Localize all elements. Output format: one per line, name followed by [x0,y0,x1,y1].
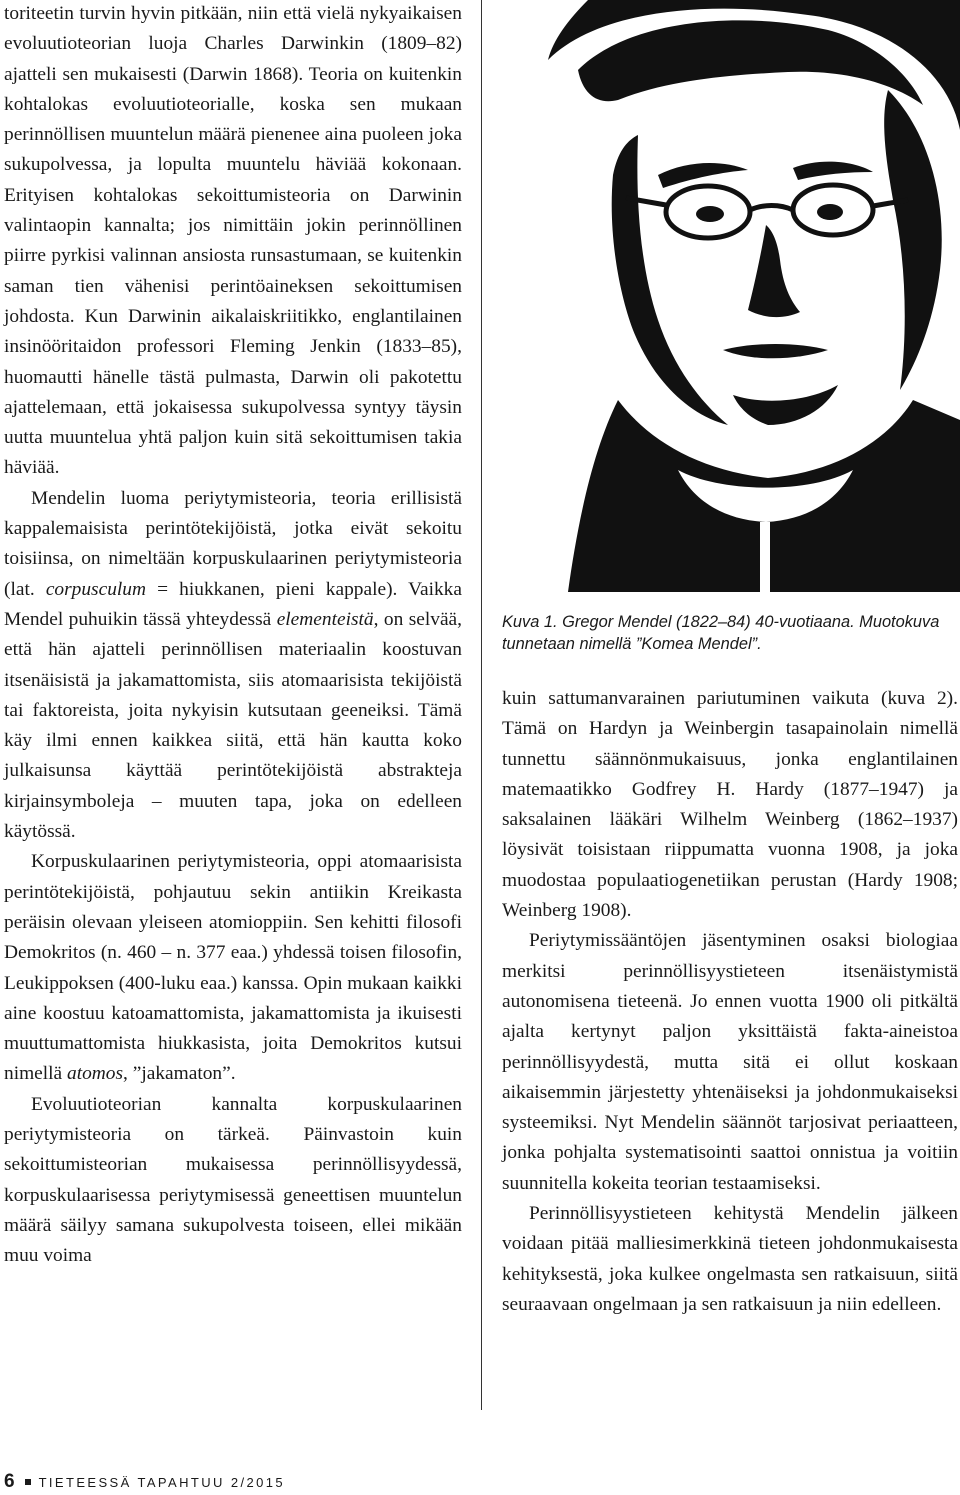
paragraph [4,1090,462,1272]
paragraph [502,1199,958,1320]
column-divider [481,0,482,1410]
paragraph [502,926,958,1199]
paragraph [4,0,462,484]
figure-caption: Kuva 1. Gregor Mendel (1822–84) 40-vuotiaana. Muotokuva tunnetaan nimellä ”Komea Mendel”. [502,613,940,653]
text-run: = hiukkanen, pieni kappale). Vaikka Mendel puhuikin tässä yhteydessä [4,578,462,630]
text-run: kuin sattumanvarainen pariutuminen vaikuta (kuva 2). Tämä on Hardyn ja Weinbergin tasapainolain nimellä tunnettu säännönmukaisuus, jonka englantilainen matemaatikko Godfrey H. Hardy (1877–1947) ja saksalainen lääkäri Wilhelm Weinberg (1862–1937) löysivät toisistaan riippumatta vuonna 1908, ja joka muodostaa populaatiogenetiikan perustan (Hardy 1908; Weinberg 1908). [502,688,958,922]
paragraph [4,847,462,1089]
square-bullet-icon [25,1479,31,1485]
text-run: toriteetin turvin hyvin pitkään, niin että vielä nykyaikaisen evoluutioteorian luoja Charles Darwinkin (1809–82) ajatteli sen mukaisesti (Darwin 1868). Teoria on kuitenkin kohtalokas evoluutioteorialle, koska sen mukaan perinnöllisen muuntelun määrä pienenee aina puoleen joka sukupolvessa, ja lopulta muuntelu häviää kokonaan. Erityisen kohtalokas sekoittumisteoria on Darwinin valintaopin kannalta; jos nimittäin jokin perinnöllinen piirre pyrkisi valinnan ansiosta runsastumaan, se kuitenkin saman tien vähenisi perintöaineksen sekoittumisen johdosta. Kun Darwinin aikalaiskriitikko, englantilainen insinööritaidon professori Fleming Jenkin (1833–85), huomautti hänelle tästä pulmasta, Darwin oli pakotettu ajattelemaan, että jokaisessa sukupolvessa syntyy täysin uutta muuntelua yhtä paljon kuin sitä sekoittumisen takia häviää. [4,3,462,479]
text-run: , ”jakamaton”. [123,1063,236,1085]
text-run: Korpuskulaarinen periytymisteoria, oppi atomaarisista perintötekijöistä, pohjautuu sekin antiikin Kreikasta peräisin olevaan yleiseen atomioppiin. Sen kehitti filosofi Demokritos (n. 460 – n. 377 eaa.) yhdessä toisen filosofin, Leukippoksen (400-luku eaa.) kanssa. Opin mukaan kaikki aine koostuu katoamattomista, jakamattomista ja ikuisesti muuttumattomista hiukkasista, joita Demokritos kutsui nimellä [4,851,462,1085]
text-run: , on selvää, että hän ajatteli perinnöllisen materiaalin koostuvan itsenäisistä ja jakamattomista, siis atomaarisista tekijöistä tai faktoreista, joita nykyisin kutsutaan geeneiksi. Tämä käy ilmi ennen kaikkea siitä, että hän kautta koko julkaisunsa käyttää perintötekijöistä abstrakteja kirjainsymboleja – muuten tapa, joka on edelleen käytössä. [4,608,463,843]
mendel-portrait-image [508,0,960,592]
page-footer [4,1469,285,1495]
paragraph [502,684,958,926]
left-text-column [4,0,462,1271]
text-run: Perinnöllisyystieteen kehitystä Mendelin jälkeen voidaan pitää malliesimerkkinä tieteen johdonmukaisesta kehityksestä, joka kulkee ongelmasta sen ratkaisuun, siitä seuraavaan ongelmaan ja sen ratkaisuun ja niin edelleen. [502,1203,958,1315]
journal-title: TIETEESSÄ TAPAHTUU 2/2015 [38,1474,285,1490]
text-run: Mendelin luoma periytymisteoria, teoria erillisistä kappalemaisista perintötekijöistä, jotka eivät sekoitu toisiinsa, on nimeltään korpuskulaarinen periytymisteoria (lat. [4,487,462,600]
page-number: 6 [4,1471,15,1492]
text-run: Evoluutioteorian kannalta korpuskulaarinen periytymisteoria on tärkeä. Päinvastoin kuin sekoittumisteorian mukaisessa perinnöllisyydessä, korpuskulaarisessa periytymisessä geneettisen muuntelun määrä säilyy samana sukupolvesta toiseen, ellei mikään muu voima [4,1093,462,1267]
italic-term: elementeistä [276,608,374,630]
text-run: Periytymissääntöjen jäsentyminen osaksi biologiaa merkitsi perinnöllisyystieteen itsenäistymistä autonomisena tieteenä. Jo ennen vuotta 1900 oli pitkältä ajalta kertynyt paljon yksittäistä fakta-aineistoa perinnöllisyydestä, mutta sitä ei ollut koskaan aikaisemmin järjestetty yhtenäiseksi ja johdonmukaiseksi systeemiksi. Nyt Mendelin säännöt tarjosivat periaatteen, jonka pohjalta systematisointi saattoi onnistua ja voitiin suunnitella kokeita teorian testaamiseksi. [502,930,958,1194]
italic-term: atomos [67,1063,124,1085]
right-text-column [502,684,958,1320]
italic-term: corpusculum [45,578,146,600]
paragraph [4,484,462,848]
